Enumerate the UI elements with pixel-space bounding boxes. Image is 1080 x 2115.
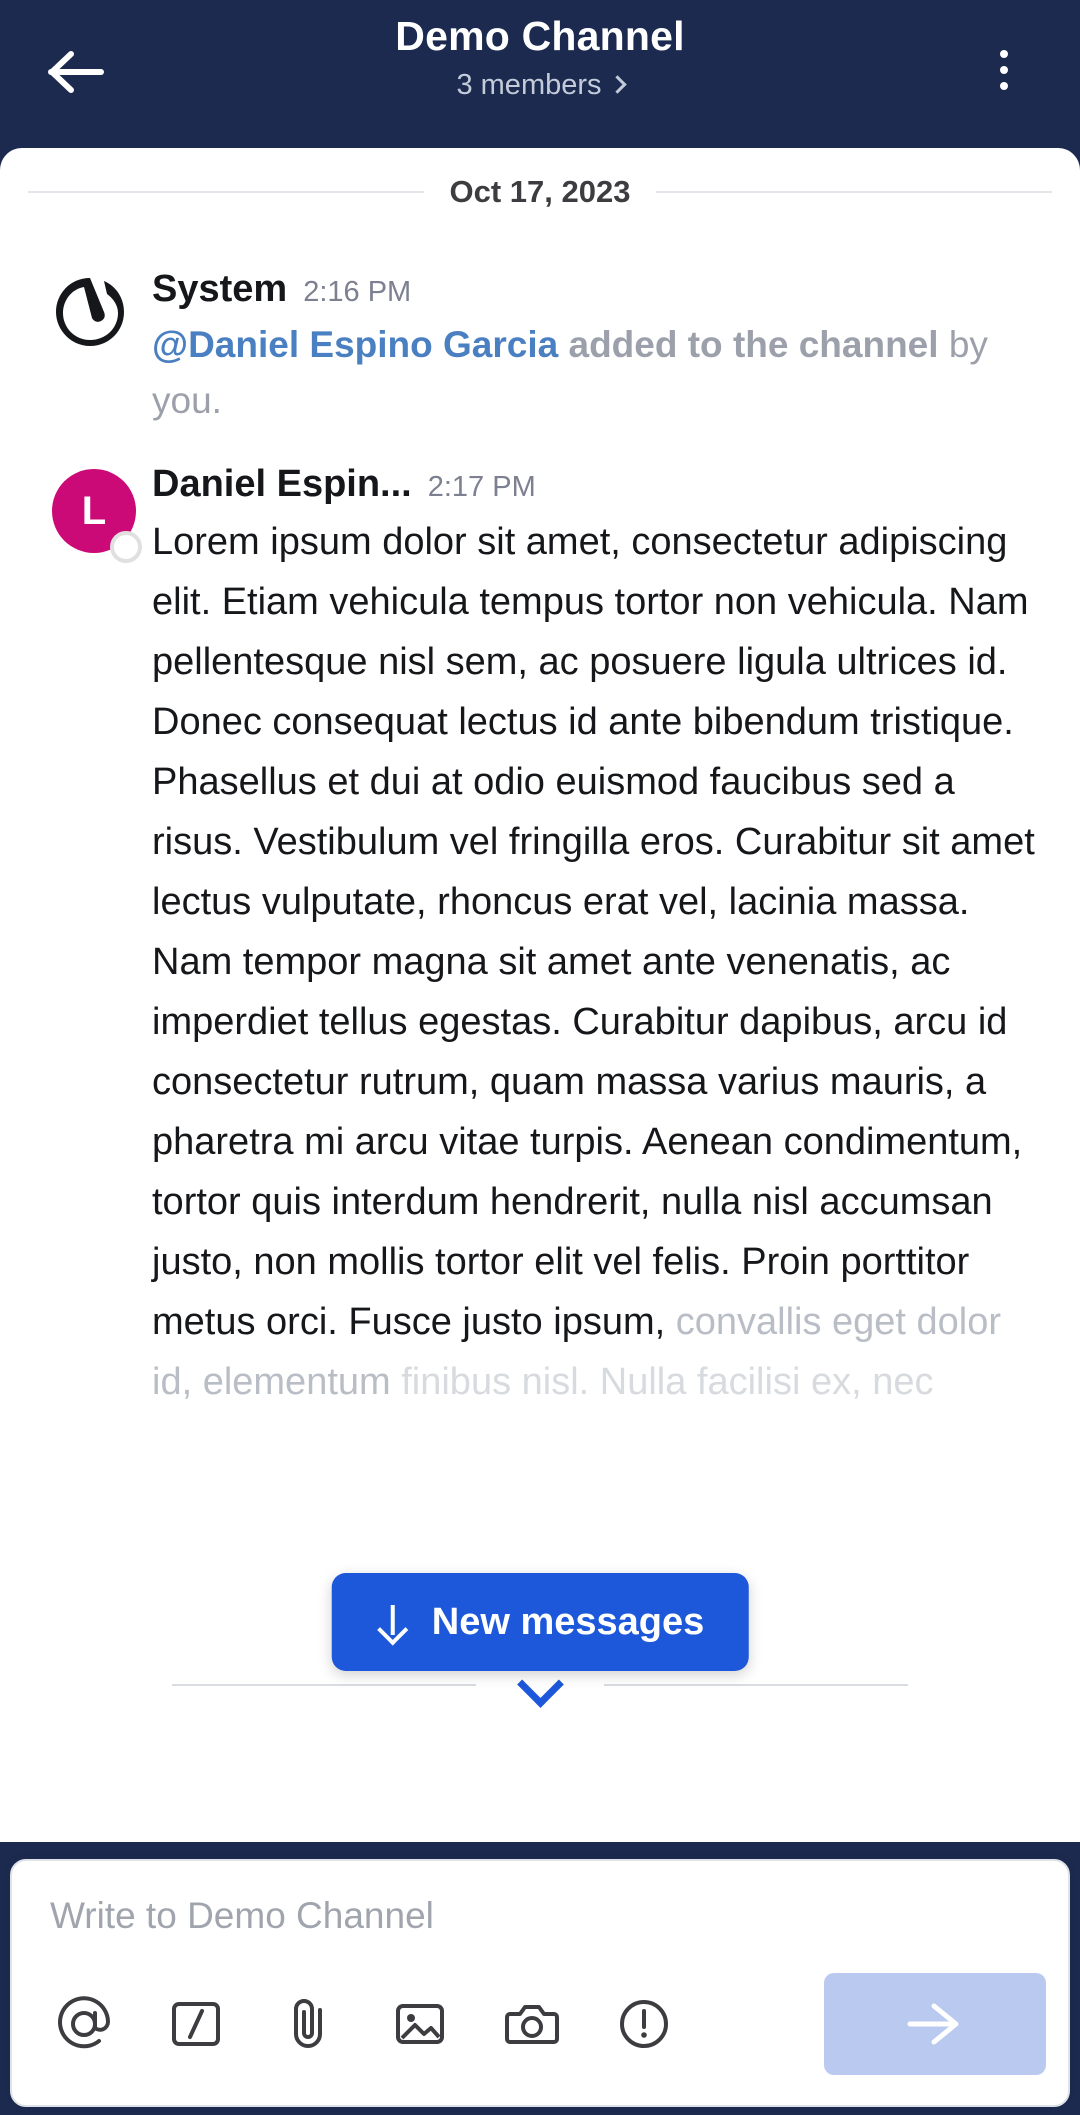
chevron-right-icon [608, 75, 626, 93]
user-mention-link[interactable]: @Daniel Espino Garcia [152, 324, 559, 365]
paperclip-icon [278, 1994, 338, 2054]
avatar-container[interactable] [52, 463, 144, 1412]
chevron-down-icon [516, 1672, 564, 1698]
system-message-body [144, 268, 1054, 429]
camera-icon [502, 1994, 562, 2054]
new-messages-button[interactable] [332, 1573, 749, 1671]
system-message-header [152, 268, 1054, 311]
new-messages-label: New messages [431, 1600, 705, 1643]
kebab-menu-icon-dot [1000, 66, 1008, 74]
divider-right [604, 1684, 908, 1686]
message-text-visible: Lorem ipsum dolor sit amet, consectetur adipiscing elit. Etiam vehicula tempus tortor non vehicula. Nam pellentesque nisl sem, ac posuere ligula ultrices id. Donec consequat lectus id ante bibendum tristique. Phasellus et dui at odio euismod faucibus sed a risus. Vestibulum vel fringilla eros. Curabitur sit amet lectus vulputate, rhoncus erat vel, lacinia massa. Nam tempor magna sit amet ante venenatis, ac imperdiet tellus egestas. Curabitur dapibus, arcu id consectetur rutrum, quam massa varius mauris, a pharetra mi arcu vitae turpis. Aenean condimentum, tortor quis interdum hendrerit, nulla nisl accumsan justo, non mollis tortor elit vel felis. Proin porttitor metus orci. Fusce justo ipsum, [152, 521, 1035, 1343]
user-message[interactable] [0, 463, 1080, 1412]
member-count[interactable] [220, 66, 860, 104]
divider-right [656, 191, 1052, 193]
date-separator-label: Oct 17, 2023 [449, 174, 631, 209]
message-text [152, 512, 1054, 1412]
new-messages-divider [0, 1672, 1080, 1698]
message-composer[interactable] [10, 1859, 1070, 2107]
system-author-name: System [152, 268, 288, 310]
system-message[interactable] [0, 268, 1080, 429]
composer-toolbar [12, 1973, 1072, 2075]
channel-menu-button[interactable] [972, 30, 1036, 110]
member-count-label: 3 members [456, 69, 602, 101]
priority-button[interactable] [598, 1980, 690, 2068]
message-timestamp: 2:17 PM [427, 471, 536, 503]
send-button[interactable] [824, 1973, 1046, 2075]
message-author-name[interactable]: Daniel Espin... [152, 463, 412, 505]
back-button[interactable] [40, 36, 112, 108]
attachment-button[interactable] [262, 1980, 354, 2068]
user-message-header [152, 463, 1054, 506]
at-mention-button[interactable] [38, 1980, 130, 2068]
system-timestamp: 2:16 PM [303, 276, 412, 308]
kebab-menu-icon [1000, 50, 1008, 58]
page-title: Demo Channel [395, 13, 685, 59]
system-message-text [152, 317, 1054, 429]
avatar[interactable]: L [52, 469, 136, 553]
system-avatar [52, 274, 128, 350]
channel-header [0, 0, 1080, 148]
channel-title-block[interactable] [220, 10, 860, 104]
mattermost-logo-icon [52, 274, 128, 350]
message-text-faded: convallis eget dolor id, elementum [152, 1301, 1002, 1403]
divider-left [172, 1684, 476, 1686]
slash-command-icon [166, 1994, 226, 2054]
send-icon [904, 1998, 966, 2050]
slash-command-button[interactable] [150, 1980, 242, 2068]
system-suffix-text: by you. [152, 324, 988, 421]
message-input[interactable]: Write to Demo Channel [50, 1895, 434, 1936]
arrow-left-icon [47, 49, 105, 95]
date-separator [0, 148, 1080, 236]
scroll-fade-overlay [0, 1712, 1080, 1842]
system-action-text: added to the channel [558, 324, 939, 365]
priority-icon [614, 1994, 674, 2054]
kebab-menu-icon-dot [1000, 82, 1008, 90]
image-icon [390, 1994, 450, 2054]
camera-button[interactable] [486, 1980, 578, 2068]
at-mention-icon [54, 1994, 114, 2054]
avatar-container [52, 268, 144, 429]
image-button[interactable] [374, 1980, 466, 2068]
arrow-down-icon [376, 1605, 410, 1639]
user-message-body [144, 463, 1054, 1412]
message-text-faded-2: finibus nisl. Nulla facilisi ex, nec [401, 1361, 934, 1403]
divider-left [28, 191, 424, 193]
status-badge [110, 531, 142, 563]
